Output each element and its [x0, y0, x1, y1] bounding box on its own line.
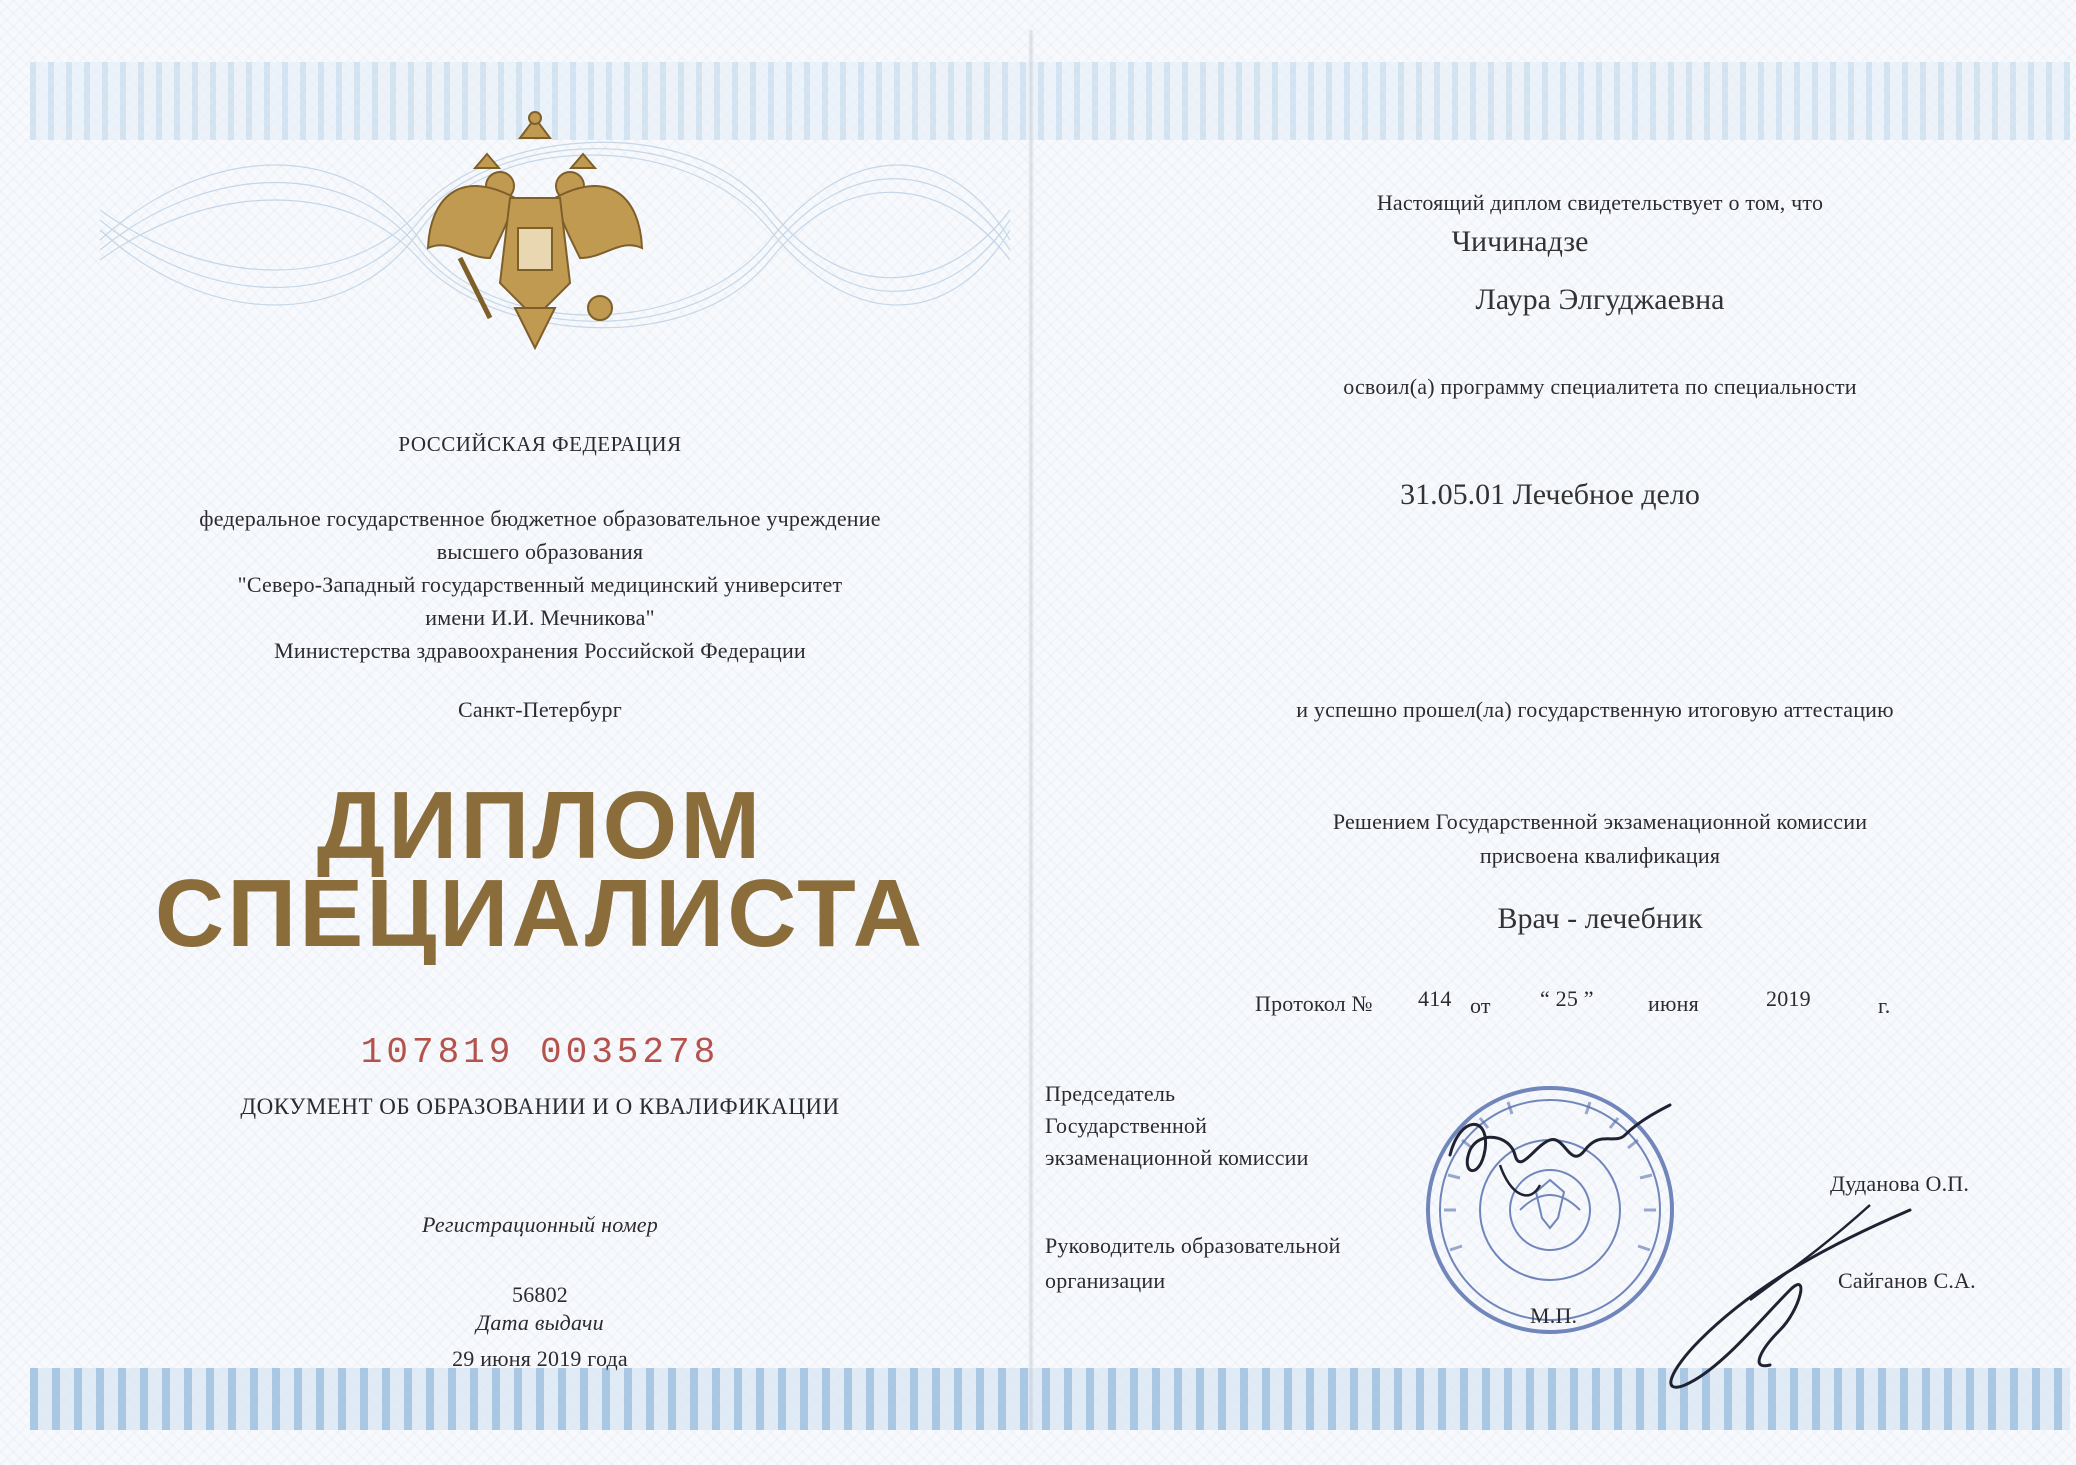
- specialty: 31.05.01 Лечебное дело: [1400, 478, 1700, 511]
- diploma-title-line-2: СПЕЦИАЛИСТА: [154, 860, 926, 967]
- commission-decision-line-2: присвоена квалификация: [1479, 843, 1721, 868]
- page-fold: [1028, 30, 1034, 1430]
- protocol-day: “ 25 ”: [1540, 986, 1594, 1011]
- protocol-from: от: [1470, 993, 1491, 1018]
- issue-date-value: 29 июня 2019 года: [452, 1346, 628, 1371]
- registration-label: Регистрационный номер: [422, 1212, 658, 1237]
- coat-of-arms-emblem: [420, 108, 650, 353]
- protocol-number: 414: [1418, 986, 1452, 1011]
- head-title-line-2: организации: [1045, 1268, 1166, 1293]
- chair-title-line-1: Председатель: [1045, 1081, 1176, 1106]
- graduate-surname: Чичинадзе: [1451, 225, 1589, 258]
- head-signature: [1640, 1200, 1920, 1400]
- protocol-year: 2019: [1766, 986, 1811, 1011]
- graduate-given-names: Лаура Элгуджаевна: [1475, 283, 1725, 316]
- intro-text: Настоящий диплом свидетельствует о том, что: [1376, 190, 1824, 215]
- institution-line-3: "Северо-Западный государственный медицинский университет: [237, 572, 843, 597]
- country-name: РОССИЙСКАЯ ФЕДЕРАЦИЯ: [398, 432, 682, 456]
- document-type: ДОКУМЕНТ ОБ ОБРАЗОВАНИИ И О КВАЛИФИКАЦИИ: [240, 1094, 840, 1119]
- chair-title-line-3: экзаменационной комиссии: [1045, 1145, 1309, 1170]
- chair-name: Дуданова О.П.: [1830, 1171, 1970, 1196]
- institution-line-4: имени И.И. Мечникова": [425, 605, 655, 630]
- registration-number: 56802: [512, 1282, 568, 1307]
- protocol-year-suffix: г.: [1878, 993, 1891, 1018]
- institution-line-1: федеральное государственное бюджетное образовательное учреждение: [199, 506, 881, 531]
- program-mastered-text: освоил(а) программу специалитета по специальности: [1343, 374, 1857, 399]
- commission-decision-line-1: Решением Государственной экзаменационной комиссии: [1332, 809, 1868, 834]
- protocol-label: Протокол №: [1255, 991, 1373, 1016]
- chair-signature: [1440, 1095, 1680, 1215]
- diploma-serial-number: 107819 0035278: [360, 1032, 720, 1073]
- diploma-title-line-1: ДИПЛОМ: [316, 772, 764, 879]
- stamp-place-mark: М.П.: [1530, 1303, 1578, 1328]
- attestation-passed-text: и успешно прошел(ла) государственную итоговую аттестацию: [1296, 697, 1894, 722]
- head-title-line-1: Руководитель образовательной: [1045, 1233, 1341, 1258]
- chair-title-line-2: Государственной: [1045, 1113, 1208, 1138]
- head-name: Сайганов С.А.: [1838, 1268, 1976, 1293]
- institution-line-5: Министерства здравоохранения Российской Федерации: [274, 638, 806, 663]
- qualification: Врач - лечебник: [1497, 902, 1703, 935]
- protocol-month: июня: [1648, 991, 1699, 1016]
- city-name: Санкт-Петербург: [458, 697, 622, 722]
- issue-date-label: Дата выдачи: [476, 1310, 604, 1335]
- institution-line-2: высшего образования: [436, 539, 644, 564]
